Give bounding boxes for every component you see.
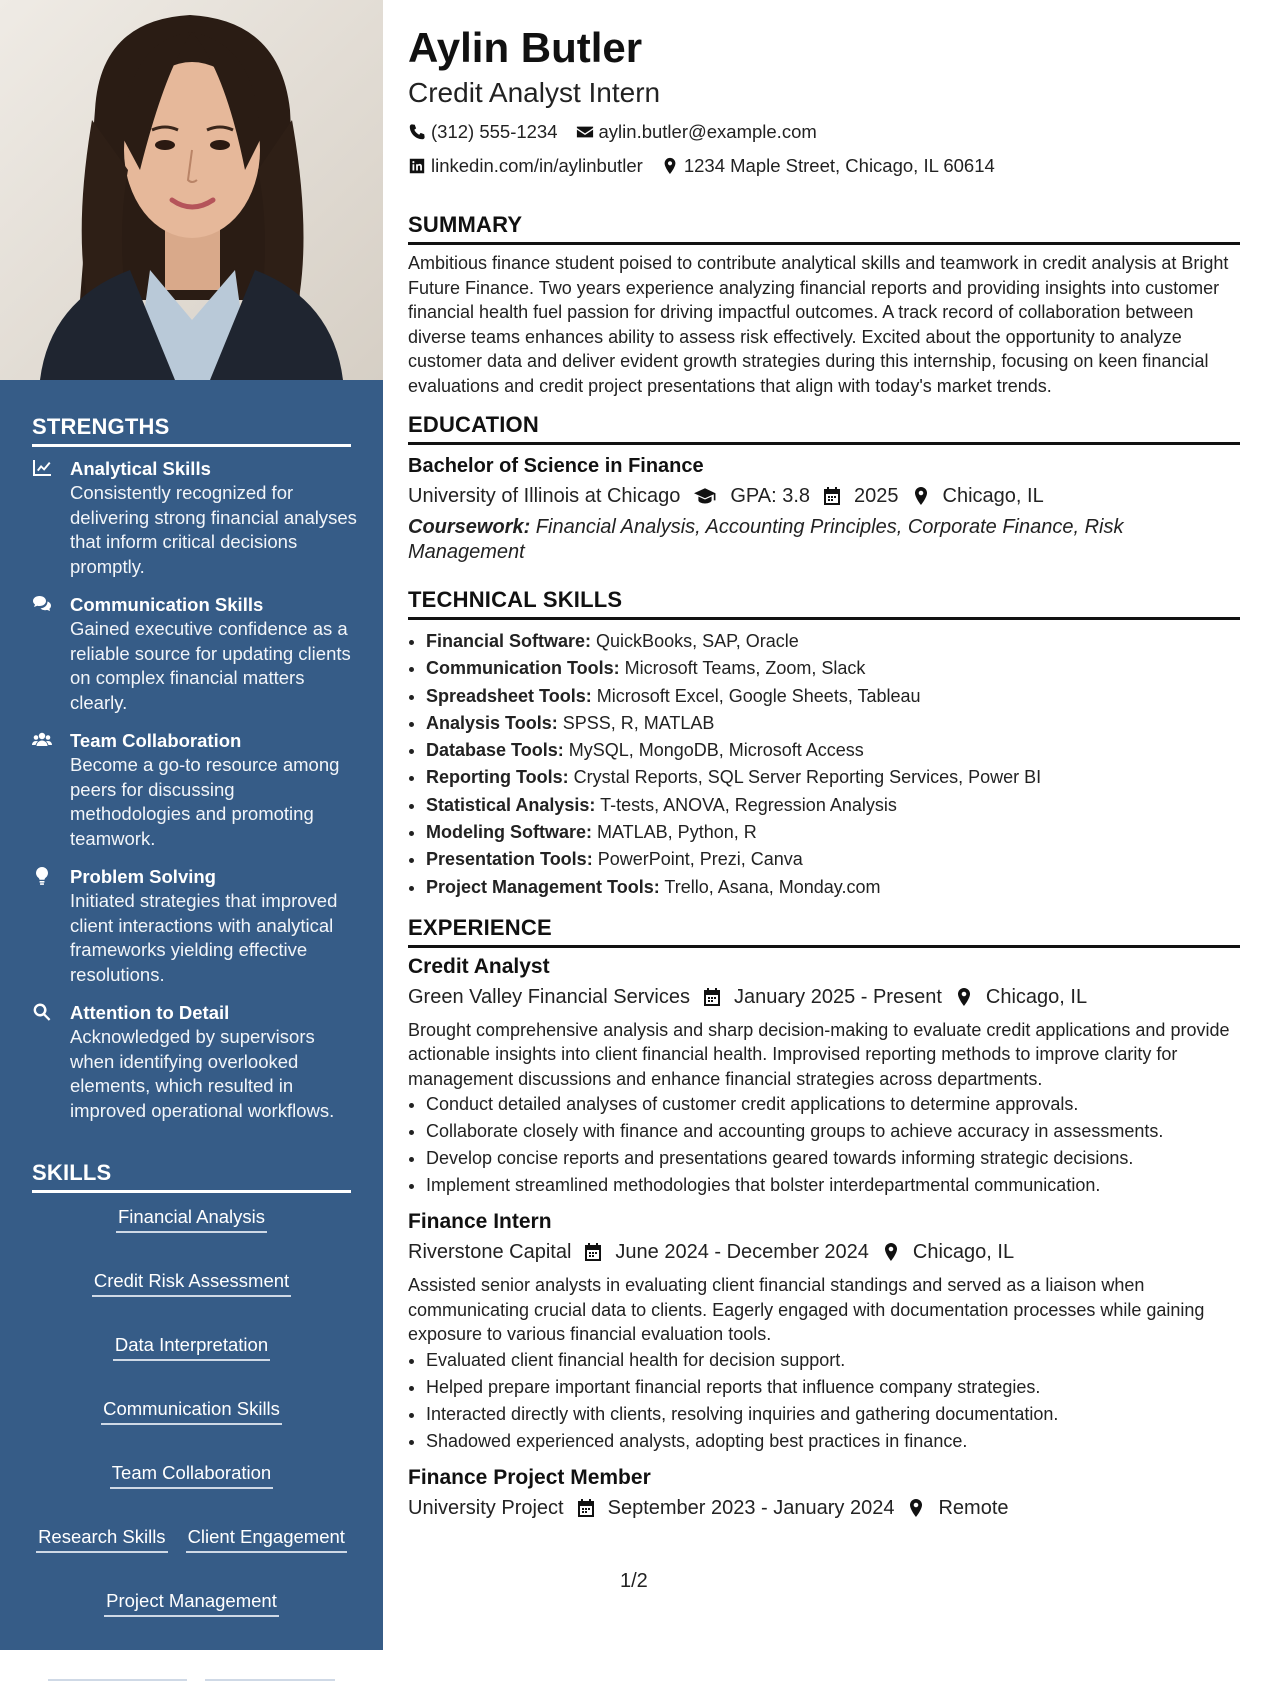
job-title: Credit Analyst Intern bbox=[408, 77, 661, 108]
map-pin-icon bbox=[906, 1498, 926, 1518]
job-position: Credit Analyst bbox=[408, 954, 550, 978]
list-item bbox=[426, 819, 1240, 846]
skill-values: MySQL, MongoDB, Microsoft Access bbox=[563, 740, 864, 761]
skill-values: MATLAB, Python, R bbox=[592, 822, 757, 843]
list-item bbox=[426, 846, 1240, 873]
strength-title: Team Collaboration bbox=[70, 730, 242, 751]
calendar-icon bbox=[576, 1498, 596, 1518]
strength-item bbox=[32, 864, 357, 987]
skill-tag[interactable]: Research Skills bbox=[36, 1525, 168, 1553]
experience-heading: EXPERIENCE bbox=[408, 915, 1240, 948]
strengths-list bbox=[32, 456, 357, 1136]
job-entry bbox=[408, 952, 1240, 1200]
experience-section bbox=[408, 915, 1240, 1523]
skills-list bbox=[32, 1205, 351, 1681]
school-name: University of Illinois at Chicago bbox=[408, 485, 681, 507]
company-name: Green Valley Financial Services bbox=[408, 985, 690, 1008]
linkedin-contact[interactable] bbox=[408, 150, 643, 182]
gpa: GPA: 3.8 bbox=[730, 485, 811, 507]
list-item: • Conduct detailed analyses of customer credit applications to determine approvals. bbox=[426, 1091, 1240, 1118]
job-entry bbox=[408, 1463, 1240, 1523]
graduation-year: 2025 bbox=[854, 485, 899, 507]
skill-category: Project Management Tools: bbox=[426, 876, 660, 897]
skill-category: Communication Tools: bbox=[426, 658, 620, 679]
list-item bbox=[426, 710, 1240, 737]
skill-category: Financial Software: bbox=[426, 631, 592, 651]
job-meta bbox=[408, 1493, 1240, 1523]
skill-tag[interactable]: Data Interpretation bbox=[113, 1333, 270, 1361]
job-location: Remote bbox=[938, 1496, 1009, 1519]
list-item: • Shadowed experienced analysts, adopting best practices in finance. bbox=[426, 1428, 1240, 1455]
chat-bubbles-icon bbox=[32, 592, 70, 715]
technical-skills-section bbox=[408, 587, 1240, 901]
strengths-heading: STRENGTHS bbox=[32, 414, 351, 447]
job-meta bbox=[408, 1237, 1240, 1267]
job-position: Finance Project Member bbox=[408, 1465, 651, 1489]
list-item bbox=[426, 874, 1240, 901]
contact-row bbox=[408, 116, 1240, 148]
sidebar bbox=[0, 0, 383, 1675]
search-icon bbox=[32, 1000, 70, 1123]
job-bullets bbox=[408, 1347, 1240, 1455]
summary-text: Ambitious finance student poised to contribute analytical skills and teamwork in credit analysis at Bright Future Finance. Two years experience analyzing financial reports and providing insights into customer financial health fuel passion for driving impactful outcomes. A track record of collaboration between diverse teams enhances ability to assess risk effectively. Excited about the opportunity to analyze customer data and deliver evident growth strategies during this internship, focusing on keen financial evaluations and credit project presentations that align with today's market trends. bbox=[408, 253, 1229, 396]
strength-item bbox=[32, 456, 357, 579]
skill-values: SPSS, R, MATLAB bbox=[557, 712, 715, 733]
technical-skills-heading: TECHNICAL SKILLS bbox=[408, 587, 1240, 620]
strength-item bbox=[32, 592, 357, 715]
users-icon bbox=[32, 728, 70, 851]
company-name: University Project bbox=[408, 1496, 564, 1519]
education-location: Chicago, IL bbox=[942, 485, 1044, 507]
job-entry bbox=[408, 1207, 1240, 1455]
lightbulb-icon bbox=[32, 864, 70, 987]
linkedin-icon bbox=[408, 157, 426, 175]
phone-icon bbox=[408, 123, 426, 141]
list-item bbox=[426, 655, 1240, 682]
map-pin-icon bbox=[661, 157, 679, 175]
address: 1234 Maple Street, Chicago, IL 60614 bbox=[683, 155, 995, 176]
list-item bbox=[426, 737, 1240, 764]
calendar-icon bbox=[822, 486, 842, 506]
skill-tag[interactable]: Communication Skills bbox=[101, 1397, 282, 1425]
skill-values: Crystal Reports, SQL Server Reporting Services, Power BI bbox=[568, 767, 1042, 788]
coursework bbox=[408, 515, 1240, 565]
summary-section bbox=[408, 212, 1240, 398]
strength-description: Consistently recognized for delivering strong financial analyses that inform critical decisions promptly. bbox=[70, 482, 357, 577]
skill-tag[interactable]: Team Collaboration bbox=[110, 1461, 273, 1489]
strength-item bbox=[32, 728, 357, 851]
map-pin-icon bbox=[881, 1242, 901, 1262]
job-location: Chicago, IL bbox=[985, 985, 1088, 1008]
email-contact[interactable] bbox=[576, 116, 817, 148]
skill-category: Reporting Tools: bbox=[426, 767, 569, 788]
linkedin-url[interactable]: linkedin.com/in/aylinbutler bbox=[431, 155, 643, 176]
list-item: • Develop concise reports and presentations geared towards informing strategic decisions. bbox=[426, 1145, 1240, 1172]
skill-category: Modeling Software: bbox=[426, 822, 592, 843]
strength-title: Attention to Detail bbox=[70, 1002, 230, 1023]
strength-description: Initiated strategies that improved client interactions with analytical frameworks yielding effective resolutions. bbox=[70, 890, 338, 985]
education-meta bbox=[408, 481, 1240, 511]
strength-item bbox=[32, 1000, 357, 1123]
calendar-icon bbox=[702, 987, 722, 1007]
phone-contact[interactable] bbox=[408, 116, 558, 148]
job-dates: January 2025 - Present bbox=[733, 985, 942, 1008]
job-location: Chicago, IL bbox=[912, 1241, 1015, 1264]
education-section bbox=[408, 412, 1240, 565]
summary-heading: SUMMARY bbox=[408, 212, 1240, 245]
degree: Bachelor of Science in Finance bbox=[408, 455, 704, 477]
skill-tag[interactable]: Credit Risk Assessment bbox=[92, 1269, 291, 1297]
list-item: • Helped prepare important financial reports that influence company strategies. bbox=[426, 1374, 1240, 1401]
map-pin-icon bbox=[911, 486, 931, 506]
job-dates: June 2024 - December 2024 bbox=[615, 1241, 869, 1264]
list-item bbox=[426, 683, 1240, 710]
page-number: 1/2 bbox=[620, 1570, 648, 1592]
list-item bbox=[426, 792, 1240, 819]
skill-category: Database Tools: bbox=[426, 740, 564, 761]
job-bullets bbox=[408, 1091, 1240, 1199]
profile-photo bbox=[0, 0, 383, 380]
skill-values: QuickBooks, SAP, Oracle bbox=[591, 631, 799, 651]
skill-values: PowerPoint, Prezi, Canva bbox=[592, 849, 803, 870]
job-description: Assisted senior analysts in evaluating client financial standings and served as a liaison when communicating crucial data to clients. Eagerly engaged with documentation processes while gaining exposure to various financial evaluation tools. bbox=[408, 1275, 1205, 1345]
technical-skills-list bbox=[408, 628, 1240, 901]
job-meta bbox=[408, 982, 1240, 1012]
envelope-icon bbox=[576, 123, 594, 141]
list-item bbox=[426, 764, 1240, 791]
job-dates: September 2023 - January 2024 bbox=[607, 1496, 895, 1519]
address-contact bbox=[661, 150, 995, 182]
list-item: • Evaluated client financial health for decision support. bbox=[426, 1347, 1240, 1374]
coursework-label: Coursework: bbox=[408, 516, 531, 538]
skill-values: Microsoft Excel, Google Sheets, Tableau bbox=[591, 685, 921, 706]
company-name: Riverstone Capital bbox=[408, 1241, 572, 1264]
skill-category: Analysis Tools: bbox=[426, 712, 558, 733]
list-item: • Collaborate closely with finance and accounting groups to achieve accuracy in assessments. bbox=[426, 1118, 1240, 1145]
list-item bbox=[426, 628, 1240, 655]
contact-row bbox=[408, 150, 1240, 182]
person-name: Aylin Butler bbox=[408, 24, 643, 71]
strength-title: Communication Skills bbox=[70, 594, 264, 615]
skill-category: Spreadsheet Tools: bbox=[426, 685, 592, 706]
skills-heading: SKILLS bbox=[32, 1160, 351, 1193]
list-item: • Implement streamlined methodologies that bolster interdepartmental communication. bbox=[426, 1172, 1240, 1199]
skill-tag[interactable]: Client Engagement bbox=[186, 1525, 347, 1553]
phone-number[interactable]: (312) 555-1234 bbox=[431, 121, 558, 142]
strength-description: Acknowledged by supervisors when identifying overlooked elements, which resulted in improved operational workflows. bbox=[70, 1026, 335, 1121]
job-position: Finance Intern bbox=[408, 1210, 552, 1234]
main-content bbox=[408, 20, 1240, 1523]
graduation-cap-icon bbox=[692, 485, 718, 507]
skill-category: Statistical Analysis: bbox=[426, 794, 596, 815]
email-address[interactable]: aylin.butler@example.com bbox=[598, 121, 817, 142]
skill-values: Microsoft Teams, Zoom, Slack bbox=[619, 658, 866, 679]
skill-category: Presentation Tools: bbox=[426, 849, 593, 870]
map-pin-icon bbox=[954, 987, 974, 1007]
coursework-list: Financial Analysis, Accounting Principles, Corporate Finance, Risk Management bbox=[408, 516, 1124, 563]
skill-tag[interactable]: Problem Solving bbox=[48, 1653, 187, 1681]
line-chart-icon bbox=[32, 456, 70, 579]
strength-description: Become a go-to resource among peers for discussing methodologies and promoting teamwork. bbox=[70, 754, 340, 849]
skill-tag[interactable]: Financial Analysis bbox=[116, 1205, 267, 1233]
strength-title: Analytical Skills bbox=[70, 458, 211, 479]
strength-description: Gained executive confidence as a reliable source for updating clients on complex financial matters clearly. bbox=[70, 618, 351, 713]
list-item: • Interacted directly with clients, resolving inquiries and gathering documentation. bbox=[426, 1401, 1240, 1428]
skill-values: T-tests, ANOVA, Regression Analysis bbox=[595, 794, 897, 815]
strength-title: Problem Solving bbox=[70, 866, 216, 887]
education-heading: EDUCATION bbox=[408, 412, 1240, 445]
calendar-icon bbox=[583, 1242, 603, 1262]
skill-values: Trello, Asana, Monday.com bbox=[659, 876, 881, 897]
skill-tag[interactable]: Project Management bbox=[104, 1589, 279, 1617]
skill-tag[interactable]: Microsoft Excel bbox=[205, 1653, 334, 1681]
job-description: Brought comprehensive analysis and sharp decision-making to evaluate credit applications and provide actionable insights into client financial health. Improvised reporting methods to improve clarity for management discussions and enhance financial strategies across departments. bbox=[408, 1019, 1230, 1089]
